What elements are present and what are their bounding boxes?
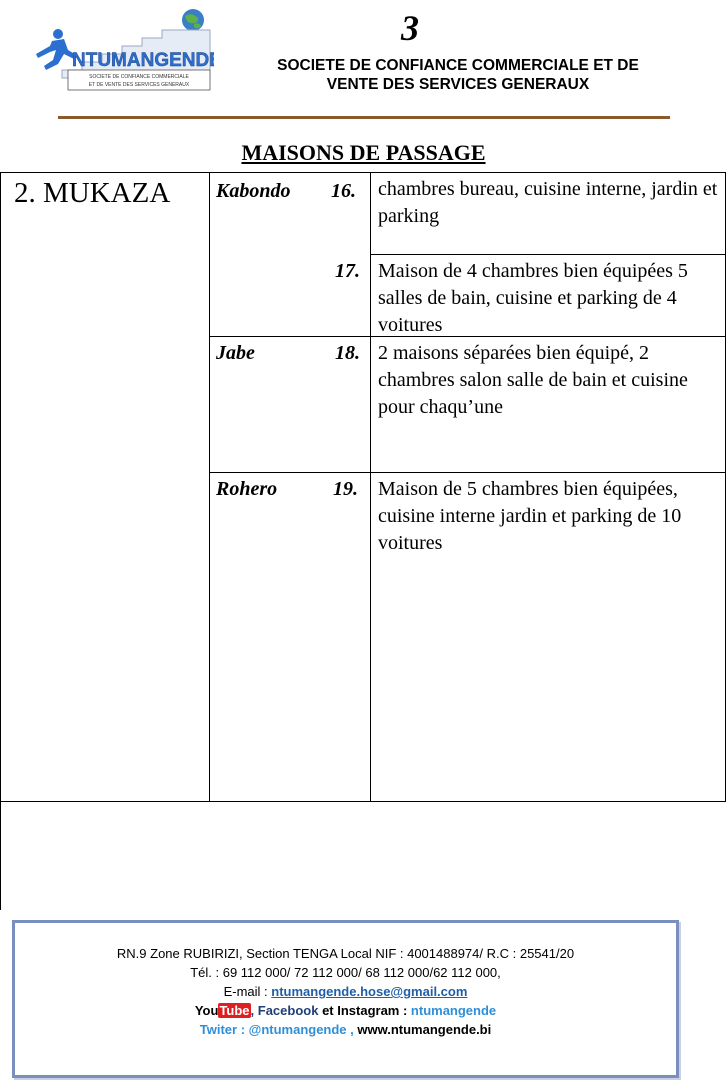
instagram-label: et Instagram :: [318, 1003, 411, 1018]
listing-number: 18.: [335, 342, 360, 364]
youtube-you: You: [194, 1003, 219, 1018]
youtube-tube: Tube: [219, 1003, 250, 1018]
row-divider: [370, 254, 726, 255]
email-label: E-mail :: [223, 984, 272, 999]
listing-description: Maison de 5 chambres bien équipées, cuisine interne jardin et parking de 10 voitures: [378, 478, 682, 554]
row-divider: [209, 472, 726, 473]
svg-text:NTUMANGENDE: NTUMANGENDE: [72, 50, 214, 71]
company-logo: [22, 8, 214, 96]
listing-number: 16.: [331, 180, 356, 202]
page-number: 3: [401, 8, 419, 48]
place-name: Kabondo: [216, 180, 291, 202]
svg-text:ET DE VENTE DES SERVICES GENER: ET DE VENTE DES SERVICES GENERAUX: [88, 82, 190, 88]
listing-description: chambres bureau, cuisine interne, jardin et parking: [378, 178, 718, 227]
footer-phones: Tél. : 69 112 000/ 72 112 000/ 68 112 000/62 112 000,: [190, 965, 501, 980]
section-name: 2. MUKAZA: [14, 177, 171, 209]
footer-address: RN.9 Zone RUBIRIZI, Section TENGA Local NIF : 4001488974/ R.C : 25541/20: [116, 946, 575, 961]
margin-line: [0, 802, 1, 910]
listing-number: 17.: [335, 260, 360, 282]
twitter-label: Twiter : @ntumangende ,: [199, 1022, 358, 1037]
footer-email-line: [12, 982, 679, 1002]
listing-number: 19.: [333, 478, 358, 500]
listing-description: 2 maisons séparées bien équipé, 2 chambres salon salle de bain et cuisine pour chaqu’une: [378, 342, 688, 418]
table-column-divider: [370, 172, 371, 802]
header-divider: [58, 116, 670, 119]
svg-text:SOCIETE DE CONFIANCE COMMERCIA: SOCIETE DE CONFIANCE COMMERCIALE: [89, 74, 189, 80]
table-column-divider: [209, 172, 210, 802]
instagram-handle: ntumangende: [410, 1003, 497, 1018]
facebook-label: , Facebook: [250, 1003, 319, 1018]
document-title: [0, 140, 727, 166]
company-name-line2: VENTE DES SERVICES GENERAUX: [326, 76, 590, 93]
place-name: Rohero: [216, 478, 278, 500]
footer-twitter-line: [12, 1020, 679, 1040]
document-title-text: MAISONS DE PASSAGE: [241, 140, 486, 165]
place-name: Jabe: [216, 342, 255, 364]
email-link[interactable]: ntumangende.hose@gmail.com: [271, 984, 468, 999]
company-name-line1: SOCIETE DE CONFIANCE COMMERCIALE ET DE: [277, 57, 639, 74]
website-link[interactable]: www.ntumangende.bi: [357, 1022, 492, 1037]
listing-description: Maison de 4 chambres bien équipées 5 salles de bain, cuisine et parking de 4 voitures: [378, 260, 688, 336]
footer-social-line: [12, 1001, 679, 1021]
